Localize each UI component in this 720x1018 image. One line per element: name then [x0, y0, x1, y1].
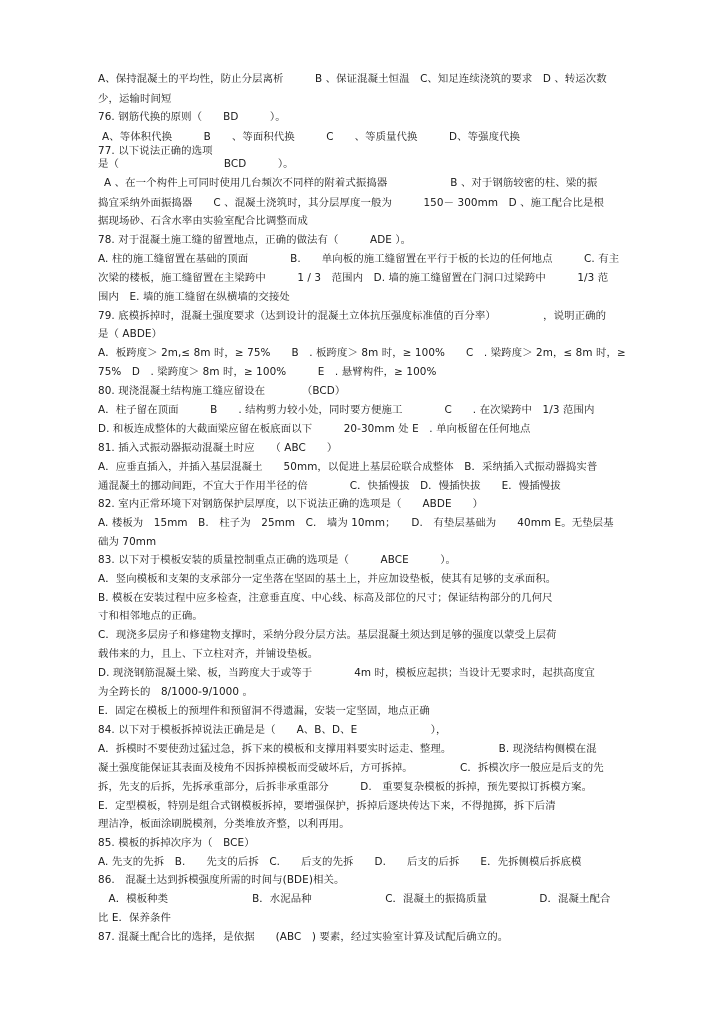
text-line-27: 83. 以下对于模板安装的质量控制重点正确的选项是（ ABCE ）。	[98, 554, 457, 566]
text-line-24: 82. 室内正常环境下对钢筋保护层厚度，以下说法正确的选项是（ ABDE ）	[98, 498, 484, 510]
text-line-42: 85. 模板的拆掉次序为（ BCE）	[98, 837, 255, 849]
text-line-37: A．拆模时不要使劲过猛过急，拆下来的模板和支撑用料要实时运走、整理。 B. 现浇结构侧模在混	[98, 743, 597, 755]
text-line-6: 是（ BCD ）。	[98, 158, 294, 170]
text-line-11: A. 柱的施工缝留置在基础的顶面 B. 单向板的施工缝留置在平行于板的长边的任何地点 C. 有主	[98, 253, 620, 265]
text-line-2: 少，运输时间短	[98, 93, 172, 105]
text-line-4: A、等体积代换 B 、等面积代换 C 、等质量代换 D、等强度代换	[102, 131, 521, 143]
text-line-20: D. 和板连成整体的大截面梁应留在板底面以下 20-30mm 处 E . 单向板留在任何地点	[98, 423, 531, 435]
text-line-32: 载伟来的力，且上、下立柱对齐，并铺设垫板。	[98, 648, 319, 660]
text-line-13: 围内 E. 墙的施工缝留在纵横墙的交接处	[98, 291, 290, 303]
text-line-8: 捣宜采纳外面振捣器 C 、混凝土浇筑时，其分层厚度一般为 150－ 300mm D 、施工配合比是根	[98, 197, 604, 209]
text-line-5: 77. 以下说法正确的选项	[98, 145, 213, 157]
text-line-18: 80. 现浇混凝土结构施工缝应留设在 （BCD）	[98, 385, 346, 397]
text-line-1: A、保持混凝土的平均性，防止分层离析 B 、保证混凝土恒温 C、知足连续浇筑的要求 D 、转运次数	[98, 73, 607, 85]
text-line-7: A 、在一个构件上可同时使用几台频次不同样的附着式振捣器 B 、对于钢筋较密的柱、梁的振	[104, 177, 598, 189]
text-line-29: B. 模板在安装过程中应多检查，注意垂直度、中心线、标高及部位的尺寸；保证结构部分的几何尺	[98, 592, 553, 604]
text-line-45: A．模板种类 B．水泥品种 C．混凝土的振捣质量 D．混凝土配合	[98, 893, 611, 905]
text-line-22: A．应垂直插入，并插入基层混凝土 50mm，以促进上基层砼联合成整体 B．采纳插入式振动器捣实普	[98, 461, 598, 473]
text-line-43: A. 先支的先拆 B. 先支的后拆 C. 后支的先拆 D. 后支的后拆 E．先拆侧模后拆底模	[98, 856, 582, 868]
text-line-46: 比 E．保养条件	[98, 912, 172, 924]
text-line-44: 86. 混凝土达到拆模强度所需的时间与(BDE)相关。	[98, 874, 345, 886]
text-line-15: 是（ ABDE）	[98, 328, 163, 340]
text-line-36: 84. 以下对于模板拆掉说法正确是是（ A、B、D、E ），	[98, 724, 447, 736]
text-line-30: 寸和相邻地点的正确。	[98, 610, 203, 622]
text-line-9: 据现场砂、石含水率由实验室配合比调整而成	[98, 215, 308, 227]
text-line-33: D. 现浇钢筋混凝土梁、板，当跨度大于或等于 4m 时，模板应起拱；当设计无要求时，起拱高度宜	[98, 667, 595, 679]
text-line-28: A．竖向模板和支架的支承部分一定坐落在坚固的基土上，并应加设垫板，使其有足够的支承面积。	[98, 573, 557, 585]
text-line-26: 础为 70mm	[98, 536, 157, 548]
text-line-47: 87. 混凝土配合比的选择，是依据 (ABC ) 要素，经过实验室计算及试配后确立的。	[98, 931, 509, 943]
text-line-3: 76. 钢筋代换的原则（ BD ）。	[98, 111, 286, 123]
text-line-12: 次梁的楼板，施工缝留置在主梁跨中 1 / 3 范围内 D. 墙的施工缝留置在门洞口过梁跨中 1/3 范	[98, 272, 609, 284]
text-line-35: E．固定在模板上的预埋件和预留洞不得遗漏，安装一定坚固，地点正确	[98, 705, 430, 717]
text-line-23: 通混凝土的挪动间距，不宜大于作用半径的倍 C．快插慢拔 D．慢插快拔 E．慢插慢拔	[98, 480, 561, 492]
text-line-10: 78. 对于混凝土施工缝的留置地点，正确的做法有（ ADE ）。	[98, 234, 412, 246]
text-line-41: 理洁净，板面涂刷脱模剂，分类堆放齐整，以利再用。	[98, 818, 350, 830]
text-line-40: E．定型模板，特别是组合式钢模板拆掉，要增强保护，拆掉后逐块传达下来，不得抛掷，拆下后清	[98, 800, 556, 812]
text-line-17: 75% D . 梁跨度＞ 8m 时，≥ 100% E . 悬臂构件，≥ 100%	[98, 366, 437, 378]
text-line-39: 拆，先支的后拆，先拆承重部分，后拆非承重部分 D. 重要复杂模板的拆掉，预先要拟订拆模方案。	[98, 781, 593, 793]
text-line-21: 81. 插入式振动器振动混凝土时应 （ ABC ）	[98, 442, 338, 454]
text-line-14: 79. 底模拆掉时，混凝土强度要求（达到设计的混凝土立体抗压强度标准值的百分率） ，说明正确的	[98, 310, 607, 322]
text-line-34: 为全跨长的 8/1000-9/1000 。	[98, 686, 253, 698]
text-line-16: A．板跨度＞ 2m,≤ 8m 时，≥ 75% B . 板跨度＞ 8m 时，≥ 100% C . 梁跨度＞ 2m，≤ 8m 时，≥	[98, 347, 626, 359]
text-line-31: C．现浇多层房子和修建物支撑时，采纳分段分层方法。基层混凝土须达到足够的强度以蒙受上层荷	[98, 629, 557, 641]
text-line-19: A．柱子留在顶面 B . 结构剪力较小处，同时要方便施工 C . 在次梁跨中 1/3 范围内	[98, 404, 595, 416]
text-line-25: A. 楼板为 15mm B. 柱子为 25mm C. 墙为 10mm； D. 有垫层基础为 40mm E。无垫层基	[98, 517, 614, 529]
text-line-38: 凝土强度能保证其表面及棱角不因拆掉模板而受破坏后，方可拆掉。 C．拆模次序一般应是后支的先	[98, 762, 604, 774]
